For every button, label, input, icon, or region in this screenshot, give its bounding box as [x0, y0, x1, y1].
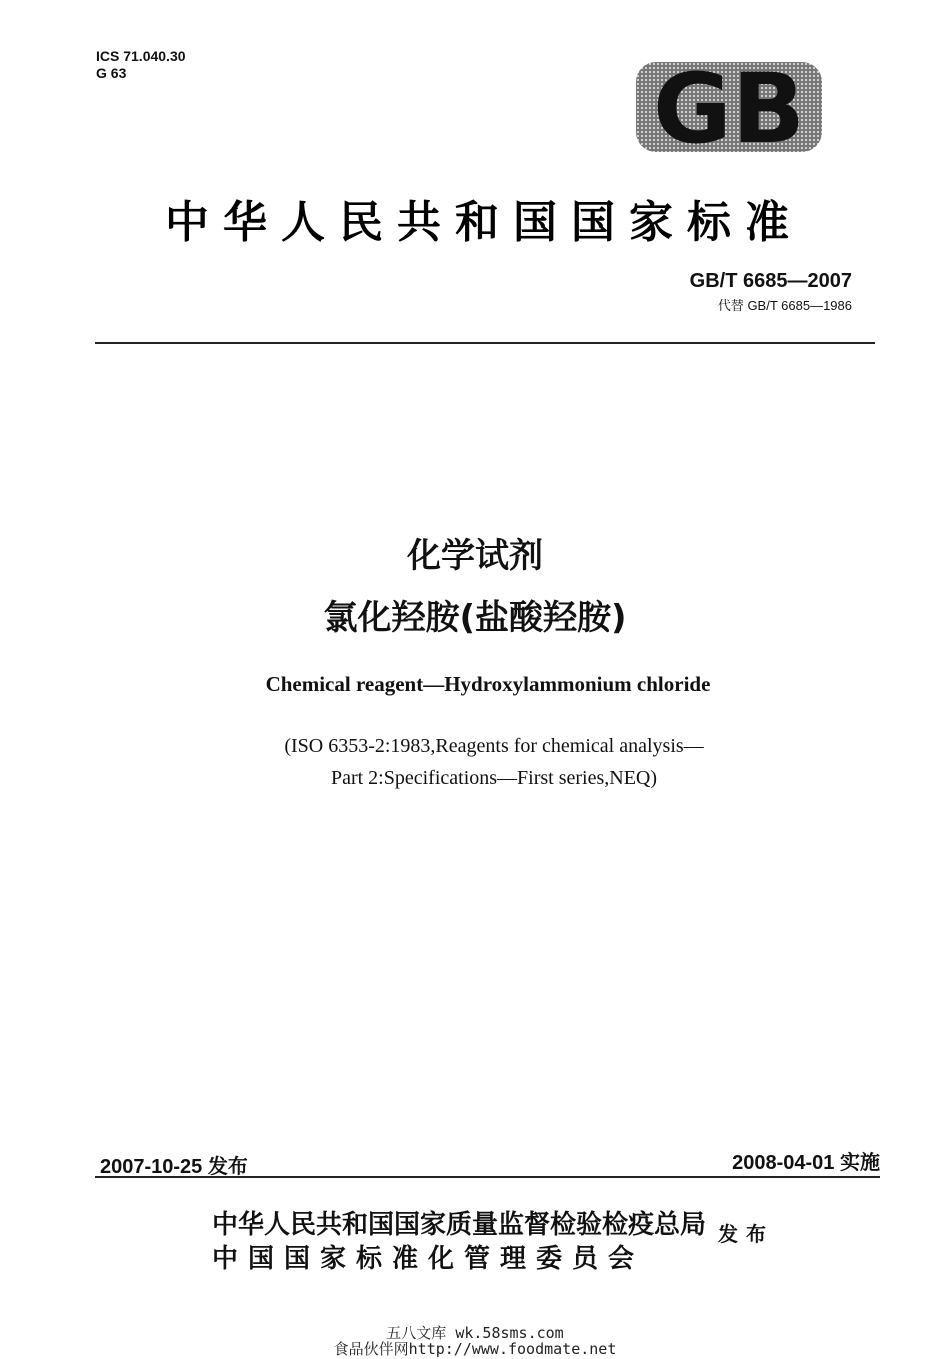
replaces-code: 代替 GB/T 6685—1986 — [717, 298, 852, 313]
watermark-line1: 五八文库 wk.58sms.com — [386, 1324, 564, 1342]
issuer-line1: 中华人民共和国国家质量监督检验检疫总局 — [212, 1210, 707, 1240]
classification-codes — [96, 48, 186, 82]
gb-logo — [636, 62, 822, 152]
standard-code-block — [690, 270, 852, 314]
ics-code: ICS 71.040.30 — [96, 48, 186, 64]
ccs-code: G 63 — [96, 65, 127, 81]
national-standard-heading: 中华人民共和国国家标准 — [165, 197, 803, 248]
iso-reference-line1: (ISO 6353-2:1983,Reagents for chemical analysis— — [284, 735, 704, 757]
effective-date: 2008-04-01 实施 — [732, 1152, 880, 1174]
header-divider — [95, 342, 875, 344]
issue-date: 2007-10-25 发布 — [100, 1156, 248, 1178]
standard-code: GB/T 6685—2007 — [689, 270, 852, 292]
iso-reference-line2: Part 2:Specifications—First series,NEQ) — [330, 767, 658, 789]
publish-label: 发布 — [718, 1222, 774, 1246]
issuer-line2: 中国国家标准化管理委员会 — [212, 1244, 645, 1274]
footer-divider — [95, 1176, 880, 1178]
svg-text:GB: GB — [653, 62, 805, 152]
title-cn-line2: 氯化羟胺(盐酸羟胺) — [323, 598, 627, 638]
title-en: Chemical reagent—Hydroxylammonium chloride — [265, 672, 711, 696]
watermark-line2: 食品伙伴网http://www.foodmate.net — [333, 1340, 617, 1358]
title-cn-line1: 化学试剂 — [407, 536, 543, 576]
